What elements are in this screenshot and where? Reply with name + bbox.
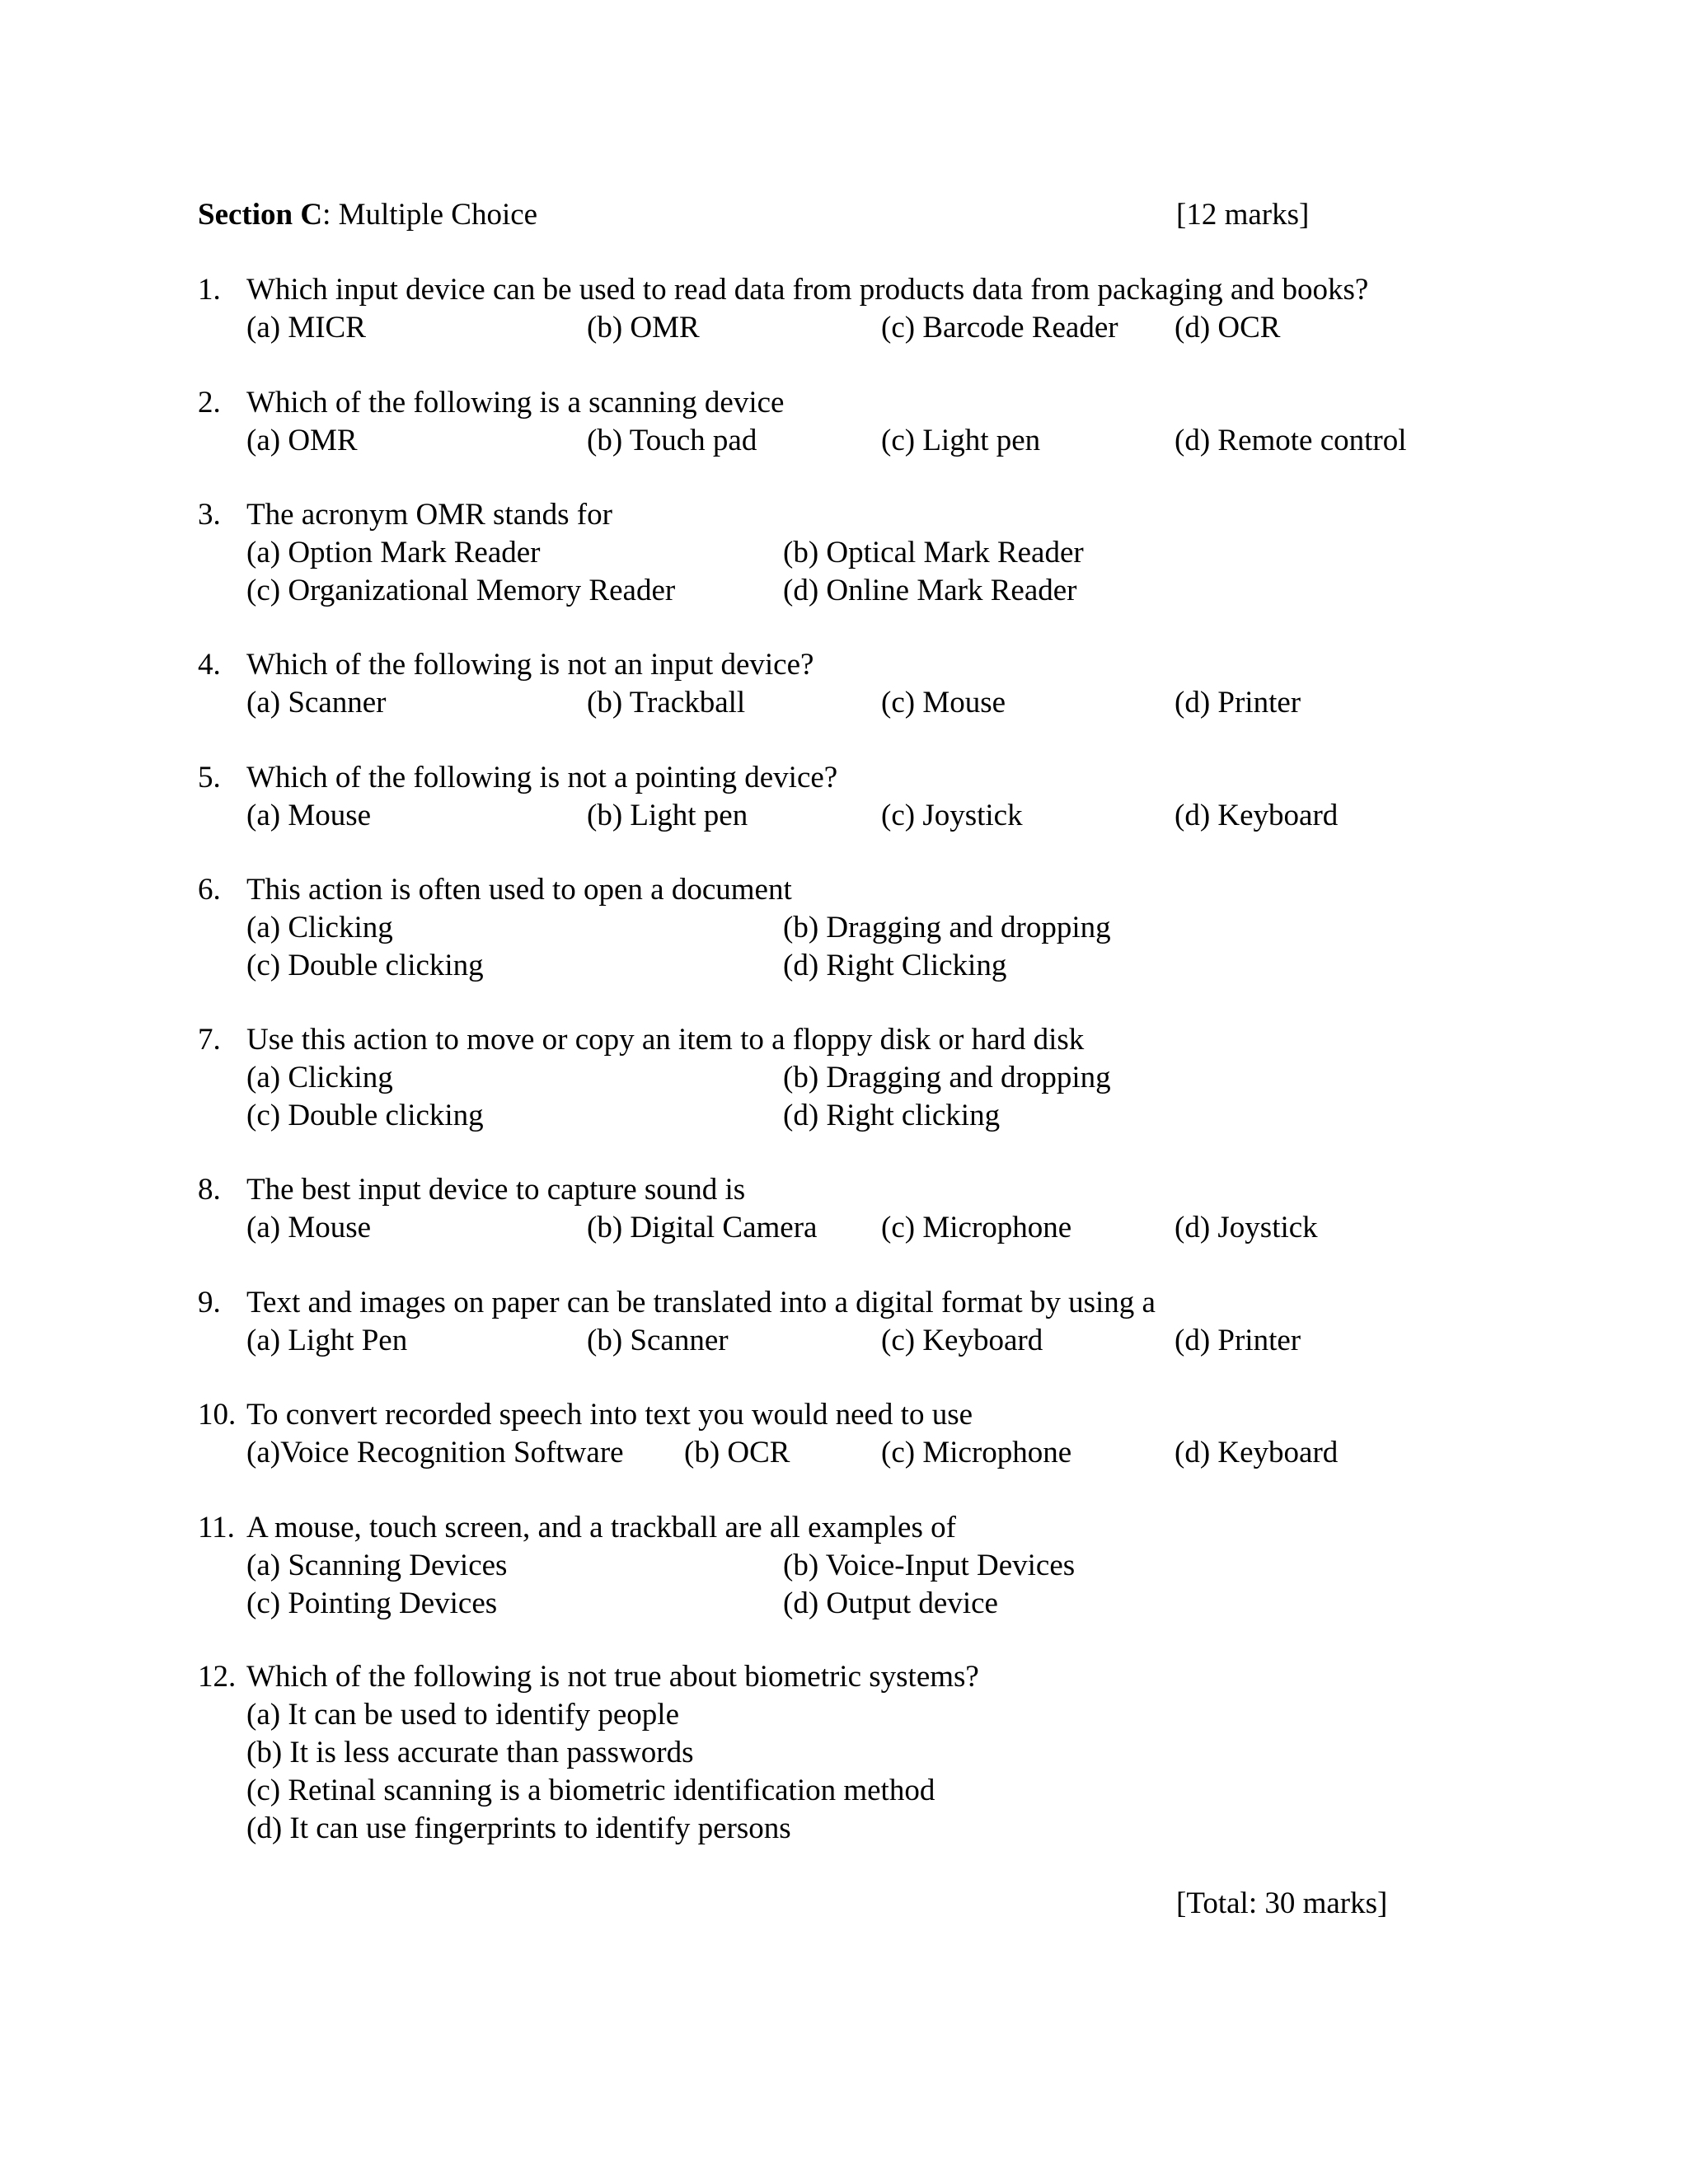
question-text: Which of the following is not an input device? [246, 648, 814, 682]
option-c: (c) Microphone [881, 1436, 1072, 1469]
question-text: Text and images on paper can be translated into a digital format by using a [246, 1286, 1156, 1319]
question-3 [198, 496, 1484, 610]
question-12 [198, 1658, 1484, 1848]
option-c: (c) Double clicking [246, 949, 484, 982]
option-c: (c) Keyboard [881, 1324, 1043, 1357]
option-c: (c) Double clicking [246, 1099, 484, 1132]
question-text: To convert recorded speech into text you would need to use [246, 1398, 973, 1432]
question-text: The best input device to capture sound is [246, 1173, 746, 1207]
question-number: 10. [198, 1398, 237, 1432]
option-d: (d) Right clicking [783, 1099, 1001, 1132]
option-a: (a) Clicking [246, 911, 393, 944]
option-b: (b) Dragging and dropping [783, 1061, 1111, 1094]
question-number: 7. [198, 1023, 221, 1057]
option-a: (a) Scanner [246, 686, 387, 719]
question-10 [198, 1396, 1484, 1472]
question-7 [198, 1021, 1484, 1135]
question-number: 5. [198, 761, 221, 794]
question-text: Which of the following is not true about biometric systems? [246, 1660, 979, 1694]
question-number: 8. [198, 1173, 221, 1207]
option-d: (d) Printer [1175, 686, 1301, 719]
option-d: (d) Keyboard [1175, 799, 1339, 832]
option-d: (d) Output device [783, 1586, 998, 1620]
question-text: Which of the following is not a pointing device? [246, 761, 838, 794]
option-d: (d) Right Clicking [783, 949, 1007, 982]
option-d: (d) Printer [1175, 1324, 1301, 1357]
option-a: (a) Scanning Devices [246, 1549, 508, 1582]
option-d: (d) OCR [1175, 311, 1281, 344]
option-a: (a)Voice Recognition Software [246, 1436, 624, 1469]
question-text: The acronym OMR stands for [246, 498, 612, 532]
question-6 [198, 871, 1484, 985]
question-5 [198, 759, 1484, 835]
option-b: (b) Voice-Input Devices [783, 1549, 1076, 1582]
question-number: 12. [198, 1660, 237, 1694]
question-number: 4. [198, 648, 221, 682]
option-a: (a) OMR [246, 424, 358, 457]
section-subtitle: : Multiple Choice [322, 198, 538, 232]
question-text: Which input device can be used to read data from products data from packaging and books? [246, 273, 1369, 307]
option-d: (d) Remote control [1175, 424, 1407, 457]
option-a: (a) MICR [246, 311, 366, 344]
question-1 [198, 271, 1484, 347]
question-number: 3. [198, 498, 221, 532]
option-b: (b) Touch pad [587, 424, 757, 457]
option-a: (a) It can be used to identify people [246, 1698, 679, 1732]
option-c: (c) Organizational Memory Reader [246, 574, 676, 607]
option-c: (c) Pointing Devices [246, 1586, 498, 1620]
option-b: (b) Digital Camera [587, 1211, 818, 1244]
section-marks: [12 marks] [1176, 198, 1310, 232]
section-title [198, 198, 537, 232]
question-number: 11. [198, 1511, 235, 1544]
option-c: (c) Barcode Reader [881, 311, 1118, 344]
option-b: (b) Light pen [587, 799, 748, 832]
option-c: (c) Light pen [881, 424, 1041, 457]
total-marks: [Total: 30 marks] [1176, 1886, 1388, 1920]
option-a: (a) Option Mark Reader [246, 536, 541, 569]
option-b: (b) Trackball [587, 686, 746, 719]
question-number: 2. [198, 386, 221, 419]
question-9 [198, 1284, 1484, 1360]
option-b: (b) Optical Mark Reader [783, 536, 1084, 569]
option-c: (c) Mouse [881, 686, 1006, 719]
option-b: (b) Scanner [587, 1324, 729, 1357]
option-c: (c) Retinal scanning is a biometric identification method [246, 1774, 935, 1807]
option-c: (c) Microphone [881, 1211, 1072, 1244]
option-d: (d) Online Mark Reader [783, 574, 1077, 607]
option-b: (b) It is less accurate than passwords [246, 1736, 694, 1769]
option-d: (d) It can use fingerprints to identify persons [246, 1811, 791, 1845]
question-8 [198, 1171, 1484, 1247]
option-a: (a) Mouse [246, 1211, 372, 1244]
question-text: This action is often used to open a document [246, 873, 792, 907]
question-number: 1. [198, 273, 221, 307]
option-a: (a) Clicking [246, 1061, 393, 1094]
question-number: 9. [198, 1286, 221, 1319]
question-text: Which of the following is a scanning device [246, 386, 785, 419]
question-4 [198, 646, 1484, 722]
option-a: (a) Mouse [246, 799, 372, 832]
option-d: (d) Keyboard [1175, 1436, 1339, 1469]
option-a: (a) Light Pen [246, 1324, 408, 1357]
question-text: A mouse, touch screen, and a trackball are all examples of [246, 1511, 956, 1544]
question-11 [198, 1509, 1484, 1623]
section-header [198, 195, 1335, 235]
section-label: Section C [198, 198, 323, 232]
question-number: 6. [198, 873, 221, 907]
option-b: (b) Dragging and dropping [783, 911, 1111, 944]
option-b: (b) OMR [587, 311, 700, 344]
question-text: Use this action to move or copy an item to a floppy disk or hard disk [246, 1023, 1085, 1057]
option-b: (b) OCR [684, 1436, 790, 1469]
option-c: (c) Joystick [881, 799, 1023, 832]
option-d: (d) Joystick [1175, 1211, 1318, 1244]
question-2 [198, 384, 1484, 460]
